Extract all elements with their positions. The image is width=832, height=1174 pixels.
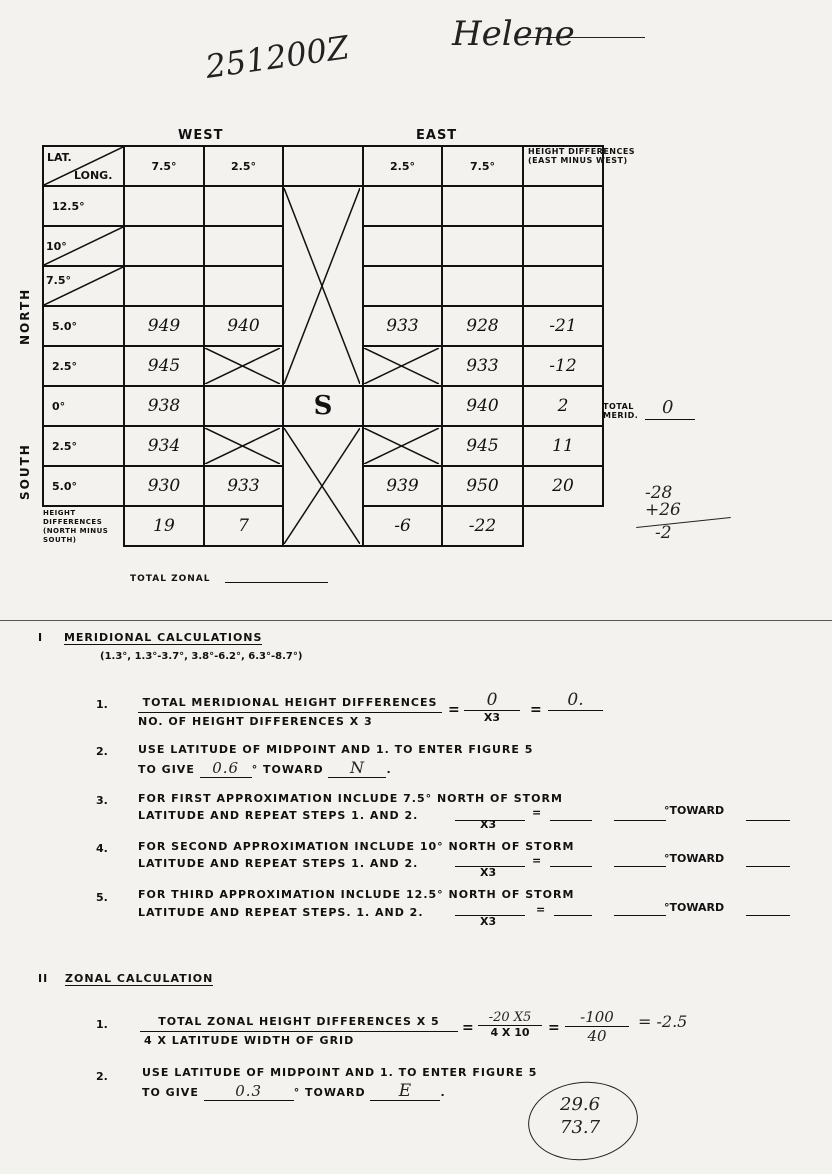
s1-step3-num: 3.	[96, 794, 108, 807]
north-label: NORTH	[18, 287, 32, 345]
cell	[442, 186, 523, 226]
cell: 939	[363, 466, 442, 506]
s1-step5-blank3	[614, 915, 666, 916]
crossed-cell	[204, 346, 283, 386]
s1-step4-toward: °TOWARD	[664, 852, 725, 865]
s1-step5-line2: LATITUDE AND REPEAT STEPS. 1. AND 2.	[138, 906, 424, 919]
diff-cell: -21	[523, 306, 603, 346]
s1-step1-eq2: =	[530, 702, 542, 718]
s2-step2-num: 2.	[96, 1070, 108, 1083]
corner-long-label: LONG.	[74, 169, 113, 182]
cell: 928	[442, 306, 523, 346]
s1-step4-blank3	[614, 866, 666, 867]
s2-step1-frac1	[478, 1010, 542, 1039]
handwritten-date-code: 251200Z	[203, 28, 352, 86]
s2-step2-line2: TO GIVE 0.3 ° TOWARD E .	[142, 1081, 446, 1101]
storm-symbol: S	[283, 386, 363, 426]
circled-note-line2: 73.7	[560, 1117, 601, 1138]
cell: 949	[124, 306, 204, 346]
row-label: 12.5°	[43, 186, 124, 226]
s1-step2-dir: N	[328, 759, 386, 778]
cell: 933	[363, 306, 442, 346]
s2-step1-frac1-bottom: 4 X 10	[490, 1026, 530, 1039]
row-label: 0°	[43, 386, 124, 426]
s1-step1-num: 1.	[96, 698, 108, 711]
bottom-label-cell	[43, 506, 124, 546]
crossed-cell	[204, 426, 283, 466]
cell: 933	[442, 346, 523, 386]
cell	[363, 386, 442, 426]
s1-step5-blank4	[746, 915, 790, 916]
diff-cell: 11	[523, 426, 603, 466]
cell: 950	[442, 466, 523, 506]
s1-step1-frac-value	[464, 690, 520, 724]
section2-heading	[38, 970, 213, 988]
section-divider	[0, 620, 832, 621]
s2-step1-num: 1.	[96, 1018, 108, 1031]
s1-step5-toward: °TOWARD	[664, 901, 725, 914]
crossed-cell	[363, 426, 442, 466]
s1-step5-blank2	[554, 915, 592, 916]
crossed-cell	[363, 346, 442, 386]
col-header-diff	[523, 146, 603, 186]
s1-step1-result: 0.	[548, 690, 603, 711]
cell	[363, 226, 442, 266]
s1-step1-frac-bottom: X3	[483, 711, 501, 724]
s2-step2-dir: E	[370, 1082, 440, 1101]
empty-cell	[523, 506, 603, 546]
s1-step3-toward: °TOWARD	[664, 804, 725, 817]
ns-diff-cell: 19	[124, 506, 204, 546]
s1-step2-num: 2.	[96, 745, 108, 758]
section2-numeral: II	[38, 972, 49, 985]
cell	[204, 186, 283, 226]
signature-underline	[520, 37, 645, 38]
s1-step3-blank3	[614, 820, 666, 821]
s1-step4-line1: FOR SECOND APPROXIMATION INCLUDE 10° NORTH OF STORM	[138, 840, 575, 853]
s1-step4-line2: LATITUDE AND REPEAT STEPS 1. AND 2.	[138, 857, 419, 870]
lat-long-corner	[43, 146, 124, 186]
height-diff-header: HEIGHT DIFFERENCES (EAST MINUS WEST)	[528, 147, 636, 165]
section2-title: ZONAL CALCULATION	[65, 972, 214, 985]
s2-step2-line1: USE LATITUDE OF MIDPOINT AND 1. TO ENTER FIGURE 5	[142, 1066, 538, 1079]
s2-step2-give: TO GIVE	[142, 1086, 199, 1099]
s1-step1-fraction	[138, 694, 442, 731]
col-header-w75: 7.5°	[124, 146, 204, 186]
s1-step2-value: 0.6	[200, 759, 252, 778]
col-header-center	[283, 146, 363, 186]
s1-step1-numerator: TOTAL MERIDIONAL HEIGHT DIFFERENCES	[138, 694, 442, 713]
ns-diff-cell: -6	[363, 506, 442, 546]
row-label: 5.0°	[43, 306, 124, 346]
s2-step1-fraction	[140, 1013, 458, 1050]
total-zonal-line	[225, 582, 328, 583]
section1-ranges: (1.3°, 1.3°-3.7°, 3.8°-6.2°, 6.3°-8.7°)	[100, 651, 303, 662]
s1-step3-eq: =	[532, 806, 542, 819]
row-label: 10°	[43, 226, 124, 266]
s1-step5-eq: =	[536, 903, 546, 916]
cell	[363, 186, 442, 226]
s1-step4-blank2	[550, 866, 592, 867]
s2-step1-frac1-top: -20 X5	[478, 1010, 542, 1026]
cell	[523, 266, 603, 306]
cell	[523, 226, 603, 266]
s2-step1-denominator: 4 X LATITUDE WIDTH OF GRID	[144, 1034, 355, 1047]
cell	[124, 226, 204, 266]
s2-step2-value: 0.3	[204, 1082, 294, 1101]
row-label: 2.5°	[43, 426, 124, 466]
center-cross-south	[283, 426, 363, 546]
cell: 934	[124, 426, 204, 466]
col-header-e25: 2.5°	[363, 146, 442, 186]
s1-step3-blank2	[550, 820, 592, 821]
cell: 933	[204, 466, 283, 506]
s1-step1-denominator: NO. OF HEIGHT DIFFERENCES X 3	[138, 715, 373, 728]
s1-step2-toward: ° TOWARD	[251, 763, 324, 776]
cell	[523, 186, 603, 226]
cell	[124, 266, 204, 306]
s2-step1-eq2: =	[548, 1020, 560, 1036]
total-merid-label: TOTAL MERID.	[603, 402, 639, 420]
diff-cell: 20	[523, 466, 603, 506]
total-zonal-label: TOTAL ZONAL	[130, 574, 211, 584]
cell: 945	[442, 426, 523, 466]
s1-step3-blank4	[746, 820, 790, 821]
row-label: 2.5°	[43, 346, 124, 386]
s1-step2-line1: USE LATITUDE OF MIDPOINT AND 1. TO ENTER FIGURE 5	[138, 743, 534, 756]
s2-step1-eq: =	[462, 1020, 474, 1036]
east-label: EAST	[416, 128, 458, 143]
s2-step1-frac2-top: -100	[565, 1008, 629, 1027]
ns-diff-cell: 7	[204, 506, 283, 546]
total-merid-value: 0	[662, 397, 674, 418]
row-label: 5.0°	[43, 466, 124, 506]
ns-diff-cell: -22	[442, 506, 523, 546]
s2-step1-numerator: TOTAL ZONAL HEIGHT DIFFERENCES X 5	[140, 1013, 458, 1032]
row-label: 7.5°	[43, 266, 124, 306]
s2-step1-result: = -2.5	[638, 1012, 688, 1031]
total-merid-line	[645, 419, 695, 420]
cell	[442, 226, 523, 266]
west-label: WEST	[178, 128, 224, 143]
s1-step4-x3: X3	[480, 866, 497, 879]
s1-step4-blank4	[746, 866, 790, 867]
cell: 940	[442, 386, 523, 426]
cell	[124, 186, 204, 226]
s1-step5-num: 5.	[96, 891, 108, 904]
s1-step3-line2: LATITUDE AND REPEAT STEPS 1. AND 2.	[138, 809, 419, 822]
section1-heading	[38, 629, 262, 647]
cell	[204, 226, 283, 266]
section1-title: MERIDIONAL CALCULATIONS	[63, 631, 263, 644]
cell	[442, 266, 523, 306]
height-grid-table	[42, 145, 604, 547]
circled-note-line1: 29.6	[560, 1094, 601, 1115]
south-label: SOUTH	[18, 443, 32, 500]
s1-step4-eq: =	[532, 854, 542, 867]
side-calc-1: -28	[645, 483, 673, 503]
cell	[204, 386, 283, 426]
s1-step1-frac-top: 0	[464, 690, 520, 711]
diff-cell: 2	[523, 386, 603, 426]
cell: 930	[124, 466, 204, 506]
s1-step2-line2: TO GIVE 0.6 ° TOWARD N .	[138, 758, 392, 777]
s1-step5-line1: FOR THIRD APPROXIMATION INCLUDE 12.5° NORTH OF STORM	[138, 888, 575, 901]
cell: 938	[124, 386, 204, 426]
cell: 945	[124, 346, 204, 386]
cell	[204, 266, 283, 306]
s1-step2-give: TO GIVE	[138, 763, 195, 776]
side-calc-3: -2	[655, 523, 672, 543]
corner-lat-label: LAT.	[47, 151, 72, 164]
s1-step3-line1: FOR FIRST APPROXIMATION INCLUDE 7.5° NORTH OF STORM	[138, 792, 563, 805]
handwritten-signature: Helene	[452, 14, 575, 54]
diff-cell: -12	[523, 346, 603, 386]
col-header-w25: 2.5°	[204, 146, 283, 186]
height-diff-ns-label: HEIGHT DIFFERENCES (NORTH MINUS SOUTH)	[43, 508, 109, 544]
s2-step1-frac2	[565, 1008, 629, 1045]
center-cross-north	[283, 186, 363, 386]
s1-step3-x3: X3	[480, 818, 497, 831]
s2-step1-frac2-bottom: 40	[587, 1027, 607, 1045]
s1-step4-num: 4.	[96, 842, 108, 855]
s2-step2-toward: ° TOWARD	[293, 1086, 366, 1099]
side-calc-2: +26	[645, 500, 681, 520]
s1-step1-eq: =	[448, 702, 460, 718]
col-header-e75: 7.5°	[442, 146, 523, 186]
s1-step5-x3: X3	[480, 915, 497, 928]
section1-numeral: I	[38, 631, 44, 644]
cell: 940	[204, 306, 283, 346]
cell	[363, 266, 442, 306]
